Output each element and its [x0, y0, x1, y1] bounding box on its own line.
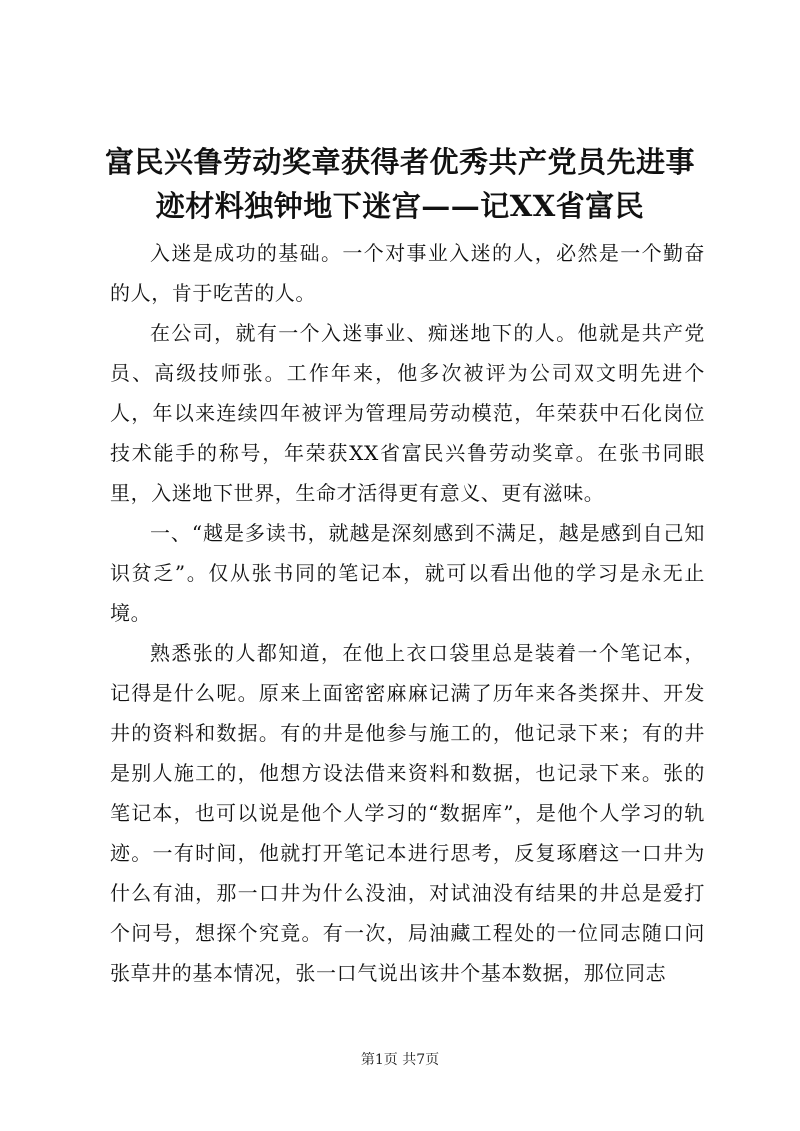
document-title	[100, 140, 700, 228]
paragraph-1: 入迷是成功的基础。一个对事业入迷的人，必然是一个勤奋的人，肯于吃苦的人。	[110, 241, 705, 305]
paragraph-2: 在公司，就有一个入迷事业、痴迷地下的人。他就是共产党员、高级技师张。工作年来，他多次被评为公司双文明先进个人，年以来连续四年被评为管理局劳动模范，年荣获中石化岗位技术能手的称号，年荣获XX省富民兴鲁劳动奖章。在张书同眼里，入迷地下世界，生命才活得更有意义、更有滋味。	[110, 321, 705, 505]
document-body	[110, 233, 705, 993]
paragraph-4: 熟悉张的人都知道，在他上衣口袋里总是装着一个笔记本，记得是什么呢。原来上面密密麻麻记满了历年来各类探井、开发井的资料和数据。有的井是他参与施工的，他记录下来；有的井是别人施工的，他想方设法借来资料和数据，也记录下来。张的笔记本，也可以说是他个人学习的“数据库”，是他个人学习的轨迹。一有时间，他就打开笔记本进行思考，反复琢磨这一口井为什么有油，那一口井为什么没油，对试油没有结果的井总是爱打个问号，想探个究竟。有一次，局油藏工程处的一位同志随口问张草井的基本情况，张一口气说出该井个基本数据，那位同志	[110, 641, 705, 985]
title-line-2: 迹材料独钟地下迷宫——记XX省富民	[155, 189, 645, 223]
paragraph-3: 一、“越是多读书，就越是深刻感到不满足，越是感到自己知识贫乏”。仅从张书同的笔记本，就可以看出他的学习是永无止境。	[110, 521, 705, 625]
title-line-1: 富民兴鲁劳动奖章获得者优秀共产党员先进事	[104, 145, 695, 179]
page-number-footer: 第1页 共7页	[360, 1052, 440, 1068]
